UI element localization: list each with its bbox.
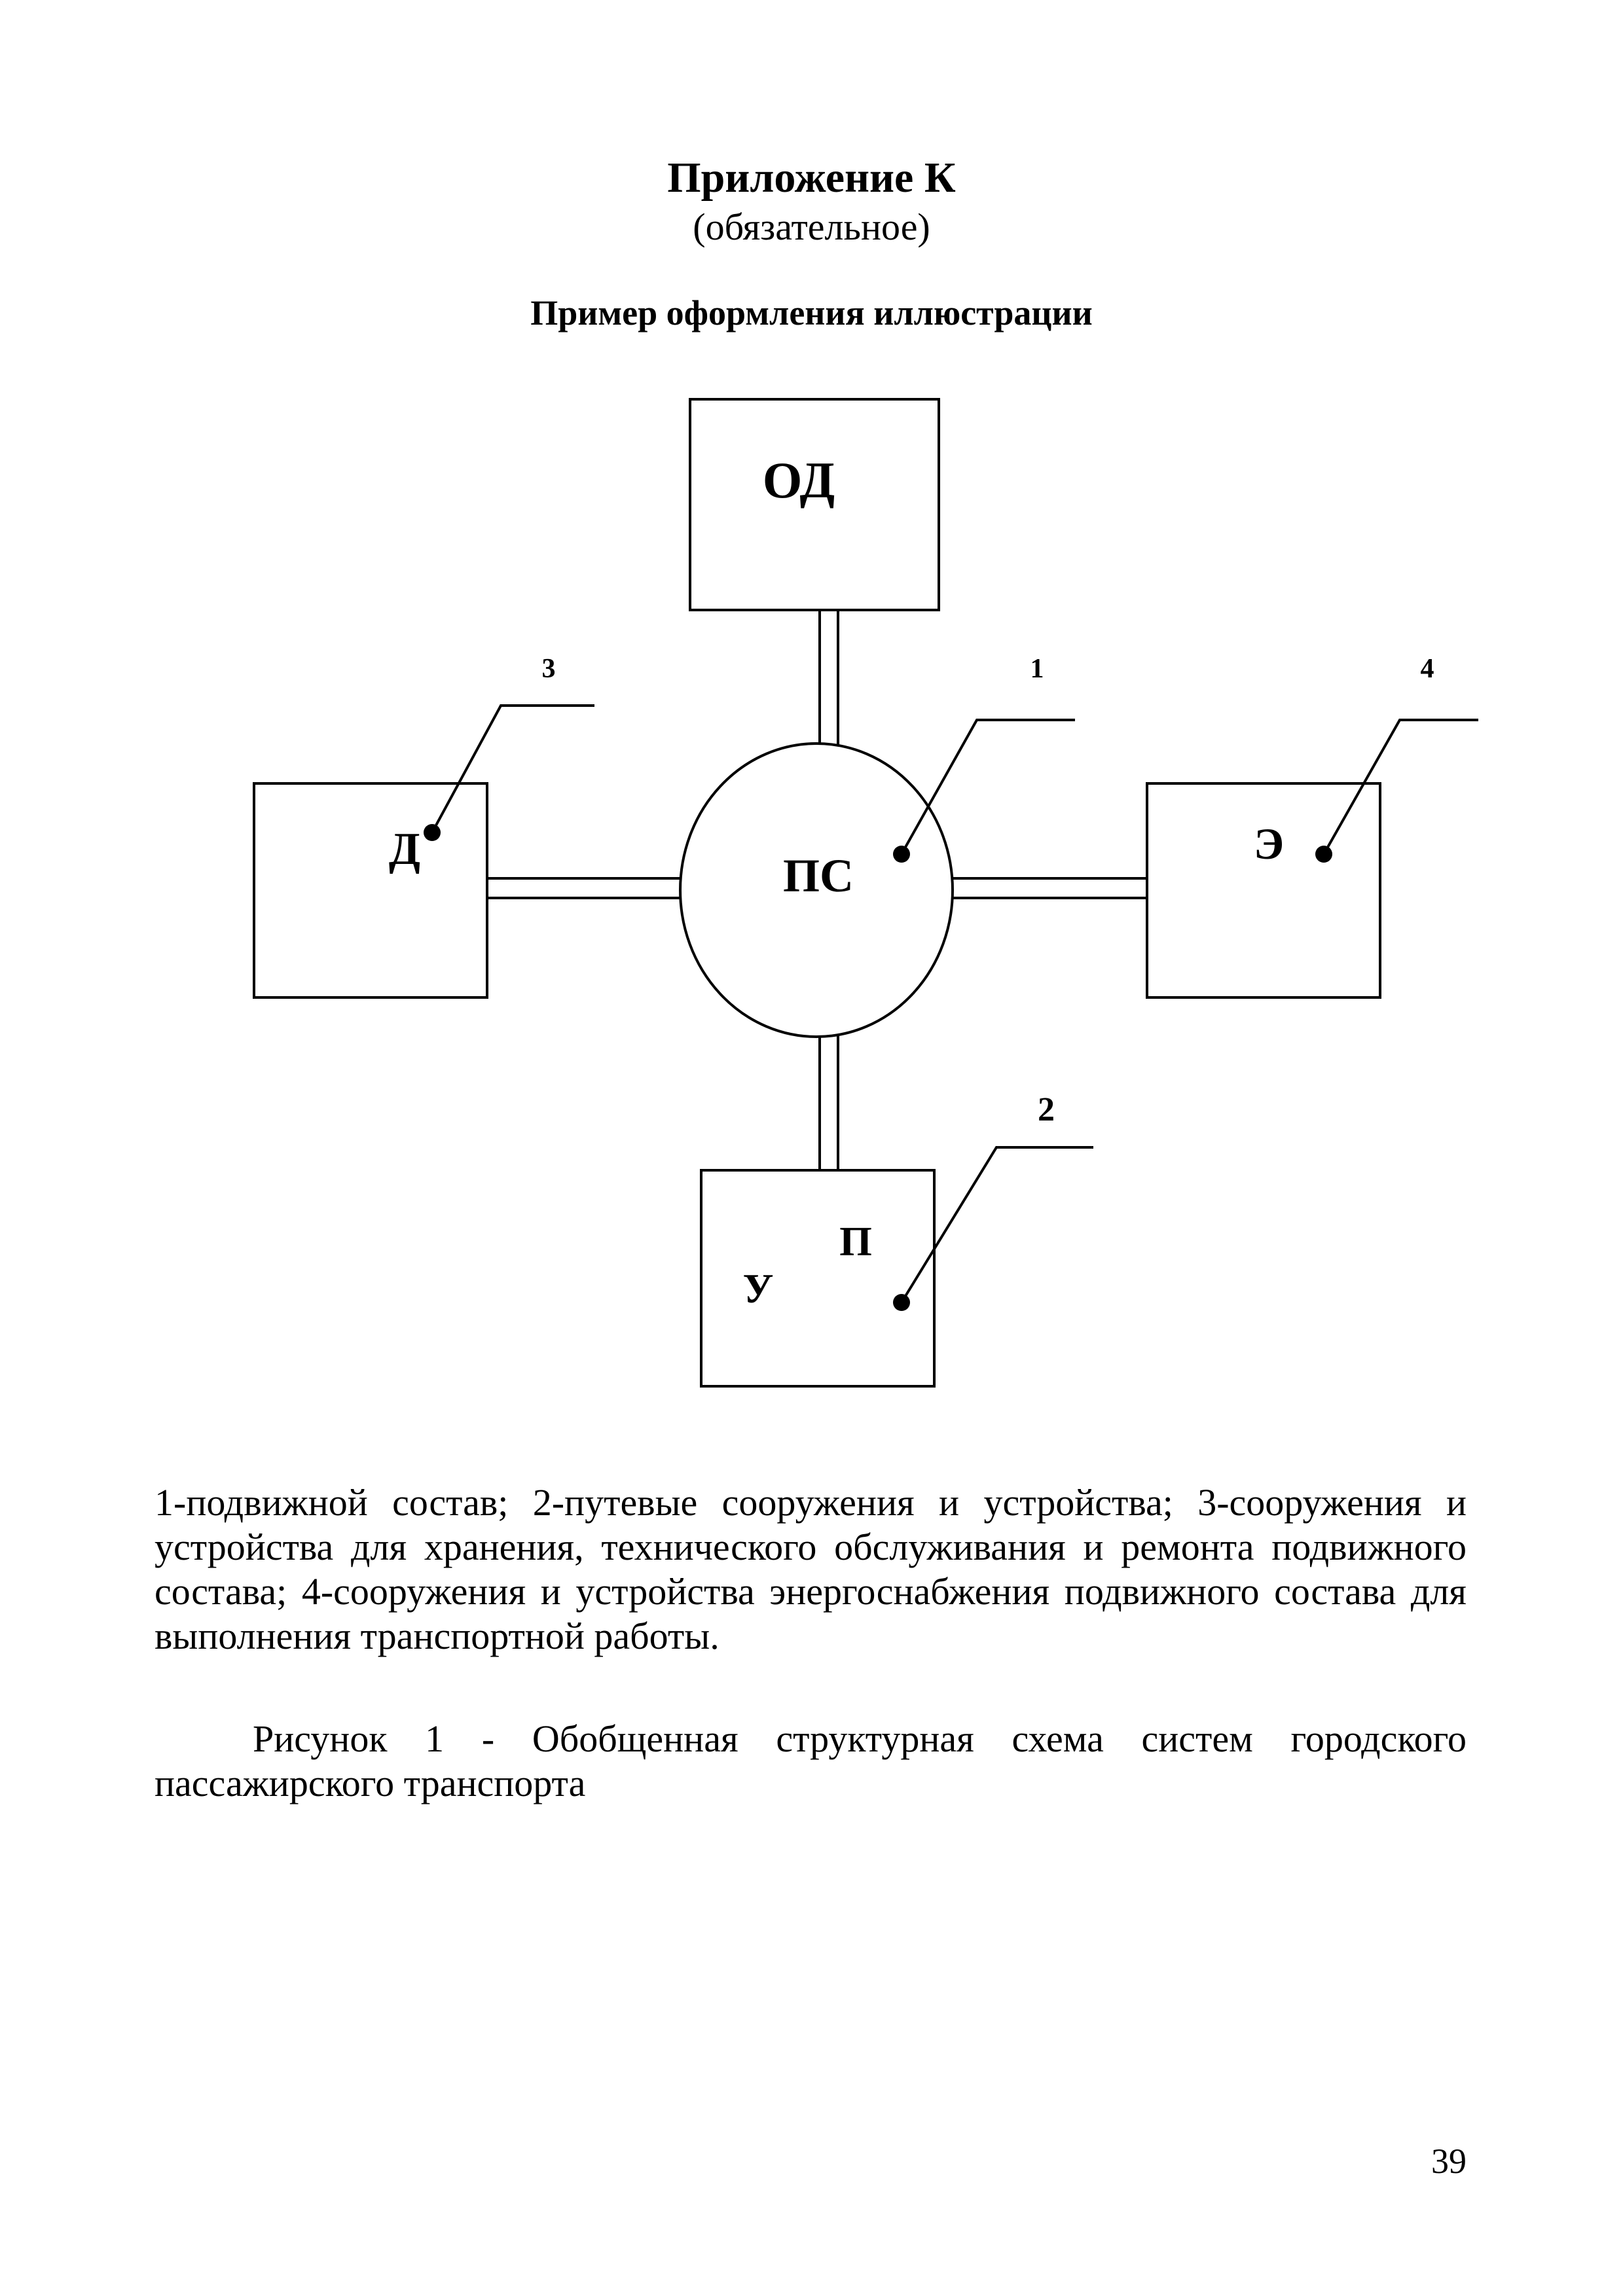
label-d: Д	[388, 824, 421, 874]
callout-3: 3	[541, 654, 556, 684]
connector-left	[488, 878, 681, 898]
connector-top	[820, 609, 838, 746]
label-p: П	[839, 1218, 872, 1265]
dot-3	[424, 824, 441, 841]
box-d	[254, 783, 487, 997]
label-e: Э	[1253, 819, 1285, 869]
label-u: У	[742, 1265, 774, 1312]
label-ps: ПС	[783, 850, 854, 902]
box-up	[701, 1170, 934, 1386]
connector-bottom	[820, 1035, 838, 1170]
leader-3	[432, 706, 594, 833]
dot-1	[893, 846, 910, 863]
page-number: 39	[1431, 2142, 1467, 2181]
label-od: ОД	[762, 452, 835, 509]
appendix-title: Приложение К	[667, 154, 956, 202]
leader-4	[1324, 720, 1478, 854]
dot-2	[893, 1294, 910, 1311]
diagram-legend: 1-подвижной состав; 2-путевые сооружения и устройства; 3-сооружения и устройства для хранения, технического обслуживания и ремонта подвижного состава; 4-сооружения и устройства энергоснабжения подвижного состава для выполнения транспортной работы.	[155, 1481, 1467, 1657]
callout-1: 1	[1030, 654, 1044, 684]
appendix-status: (обязательное)	[693, 206, 930, 248]
callout-4: 4	[1420, 654, 1434, 684]
figure-caption: Рисунок 1 - Обобщенная структурная схема систем городского пассажирского транспорта	[155, 1717, 1467, 1804]
section-heading: Пример оформления иллюстрации	[530, 293, 1093, 332]
callout-2: 2	[1038, 1091, 1055, 1128]
connector-right	[953, 878, 1147, 898]
dot-4	[1315, 846, 1332, 863]
